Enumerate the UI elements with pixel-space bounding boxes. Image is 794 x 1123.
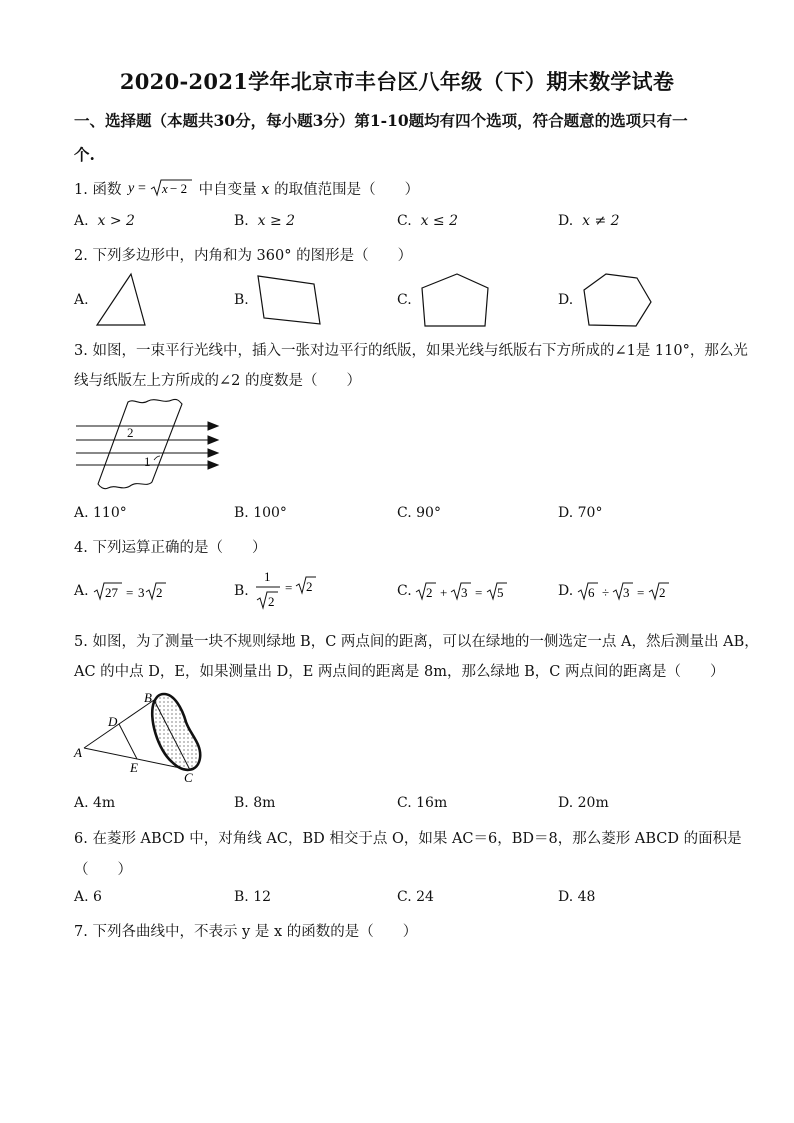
question-6-line2: （ ） bbox=[74, 862, 132, 878]
svg-text:3: 3 bbox=[138, 585, 145, 600]
q5-triangle-figure bbox=[70, 688, 206, 786]
q6-option-d-letter: D. bbox=[558, 889, 574, 905]
q5-label-e: E bbox=[130, 760, 138, 775]
q1-option-c-text: x ≤ 2 bbox=[420, 213, 459, 229]
q2-option-b[interactable]: B. bbox=[234, 292, 249, 308]
q1-formula bbox=[127, 177, 193, 203]
svg-text:=: = bbox=[138, 181, 146, 196]
q6-option-b-text: 12 bbox=[253, 889, 272, 905]
q3-option-d[interactable] bbox=[558, 505, 602, 521]
q5-option-b-text: 8m bbox=[253, 795, 276, 811]
q6-option-c-letter: C. bbox=[397, 889, 412, 905]
section-heading-line2: 个. bbox=[74, 145, 95, 164]
q4-option-b-formula bbox=[254, 566, 320, 614]
svg-text:x: x bbox=[162, 181, 168, 196]
q3-option-a[interactable] bbox=[74, 505, 127, 521]
q5-option-d[interactable] bbox=[558, 795, 609, 811]
q1-var: x bbox=[261, 182, 270, 198]
svg-text:÷: ÷ bbox=[602, 585, 610, 600]
q1-option-a-letter: A. bbox=[74, 213, 89, 229]
question-1 bbox=[74, 177, 419, 203]
q3-angle-2-label: 2 bbox=[127, 425, 134, 440]
svg-text:6: 6 bbox=[588, 585, 595, 600]
q2-option-a[interactable]: A. bbox=[74, 292, 89, 308]
q1-option-b-letter: B. bbox=[234, 213, 249, 229]
q2-quadrilateral-shape bbox=[256, 274, 322, 328]
q2-triangle-shape bbox=[95, 272, 147, 328]
q4-option-d-letter[interactable]: D. bbox=[558, 583, 574, 599]
q3-option-b-letter: B. bbox=[234, 505, 249, 521]
svg-text:=: = bbox=[637, 585, 645, 600]
q6-option-c[interactable] bbox=[397, 889, 434, 905]
question-6-line1: 6. 在菱形 ABCD 中，对角线 AC，BD 相交于点 O，如果 AC＝6，BD＝8，那么菱形 ABCD 的面积是 bbox=[74, 831, 742, 847]
q6-option-a-text: 6 bbox=[93, 889, 102, 905]
q4-option-a-formula bbox=[92, 577, 172, 605]
svg-text:y: y bbox=[128, 181, 135, 196]
q3-option-c-text: 90° bbox=[416, 505, 441, 521]
svg-text:2: 2 bbox=[306, 579, 313, 594]
svg-text:+: + bbox=[440, 585, 448, 600]
q1-option-c-letter: C. bbox=[397, 213, 412, 229]
q4-option-b-letter[interactable]: B. bbox=[234, 583, 249, 599]
q1-option-d-letter: D. bbox=[558, 213, 574, 229]
q5-label-b: B bbox=[144, 690, 152, 705]
q1-option-b[interactable] bbox=[234, 213, 295, 229]
svg-text:− 2: − 2 bbox=[170, 181, 188, 196]
svg-text:=: = bbox=[285, 580, 293, 595]
svg-text:=: = bbox=[475, 585, 483, 600]
question-5-line1: 5. 如图，为了测量一块不规则绿地 B，C 两点间的距离，可以在绿地的一侧选定一点 A，然后测量出 AB， bbox=[74, 634, 759, 650]
q1-option-b-text: x ≥ 2 bbox=[257, 213, 296, 229]
q3-option-c[interactable] bbox=[397, 505, 441, 521]
q5-label-c: C bbox=[184, 770, 193, 785]
q3-option-a-letter: A. bbox=[74, 505, 89, 521]
q4-option-c-formula bbox=[414, 577, 514, 605]
q1-option-a-text: x > 2 bbox=[97, 213, 135, 229]
q1-prefix: 1. 函数 bbox=[74, 182, 122, 198]
q3-option-c-letter: C. bbox=[397, 505, 412, 521]
q5-option-a[interactable] bbox=[74, 795, 115, 811]
q4-option-c-letter[interactable]: C. bbox=[397, 583, 412, 599]
q2-pentagon-shape bbox=[419, 272, 491, 328]
svg-text:3: 3 bbox=[623, 585, 630, 600]
q2-hexagon-shape bbox=[582, 272, 654, 330]
q2-option-d[interactable]: D. bbox=[558, 292, 574, 308]
svg-text:2: 2 bbox=[156, 585, 163, 600]
svg-text:27: 27 bbox=[105, 585, 118, 600]
q5-option-d-text: 20m bbox=[577, 795, 609, 811]
section-heading-line1: 一、选择题（本题共30分，每小题3分）第1-10题均有四个选项，符合题意的选项只有一 bbox=[74, 111, 688, 130]
q6-option-c-text: 24 bbox=[416, 889, 434, 905]
q1-option-a[interactable] bbox=[74, 213, 135, 229]
q5-label-d: D bbox=[108, 714, 118, 729]
svg-text:2: 2 bbox=[659, 585, 666, 600]
q5-option-a-text: 4m bbox=[93, 795, 116, 811]
q6-option-d[interactable] bbox=[558, 889, 595, 905]
q5-option-c[interactable] bbox=[397, 795, 447, 811]
q1-tail: 的取值范围是（ ） bbox=[274, 182, 420, 198]
question-3-line1: 3. 如图，一束平行光线中，插入一张对边平行的纸版，如果光线与纸版右下方所成的∠1是 110°，那么光 bbox=[74, 343, 748, 359]
q4-option-d-formula bbox=[576, 577, 676, 605]
q3-option-a-text: 110° bbox=[93, 505, 127, 521]
q3-option-b-text: 100° bbox=[253, 505, 287, 521]
svg-text:=: = bbox=[126, 585, 134, 600]
q1-sqrt-formula bbox=[127, 177, 193, 199]
q3-option-d-letter: D. bbox=[558, 505, 574, 521]
q1-option-d-text: x ≠ 2 bbox=[582, 213, 620, 229]
q5-option-a-letter: A. bbox=[74, 795, 89, 811]
q2-option-c[interactable]: C. bbox=[397, 292, 412, 308]
q5-option-c-letter: C. bbox=[397, 795, 412, 811]
q1-option-d[interactable] bbox=[558, 213, 620, 229]
q5-option-b[interactable] bbox=[234, 795, 275, 811]
svg-text:1: 1 bbox=[264, 569, 271, 584]
q5-option-d-letter: D. bbox=[558, 795, 574, 811]
svg-text:5: 5 bbox=[497, 585, 504, 600]
q3-angle-1-label: 1 bbox=[144, 454, 151, 469]
page-title: 2020-2021学年北京市丰台区八年级（下）期末数学试卷 bbox=[119, 69, 675, 94]
svg-text:3: 3 bbox=[461, 585, 468, 600]
q1-option-c[interactable] bbox=[397, 213, 458, 229]
q3-option-b[interactable] bbox=[234, 505, 287, 521]
q5-option-c-text: 16m bbox=[416, 795, 448, 811]
question-2: 2. 下列多边形中，内角和为 360° 的图形是（ ） bbox=[74, 248, 413, 264]
q6-option-b[interactable] bbox=[234, 889, 271, 905]
q6-option-a[interactable] bbox=[74, 889, 102, 905]
q4-option-a-letter[interactable]: A. bbox=[74, 583, 89, 599]
q5-option-b-letter: B. bbox=[234, 795, 249, 811]
question-3-line2: 线与纸版左上方所成的∠2 的度数是（ ） bbox=[74, 373, 361, 389]
q6-option-a-letter: A. bbox=[74, 889, 89, 905]
q6-option-d-text: 48 bbox=[577, 889, 596, 905]
q3-light-figure bbox=[72, 396, 224, 494]
q3-option-d-text: 70° bbox=[577, 505, 603, 521]
question-5-line2: AC 的中点 D，E，如果测量出 D，E 两点间的距离是 8m，那么绿地 B，C 两点间的距离是（ ） bbox=[74, 664, 725, 680]
q1-suffix: 中自变量 bbox=[198, 182, 257, 198]
question-7: 7. 下列各曲线中，不表示 y 是 x 的函数的是（ ） bbox=[74, 924, 418, 940]
q5-label-a: A bbox=[74, 745, 82, 760]
svg-text:2: 2 bbox=[426, 585, 433, 600]
svg-text:2: 2 bbox=[268, 594, 275, 609]
question-4: 4. 下列运算正确的是（ ） bbox=[74, 540, 267, 556]
q6-option-b-letter: B. bbox=[234, 889, 249, 905]
